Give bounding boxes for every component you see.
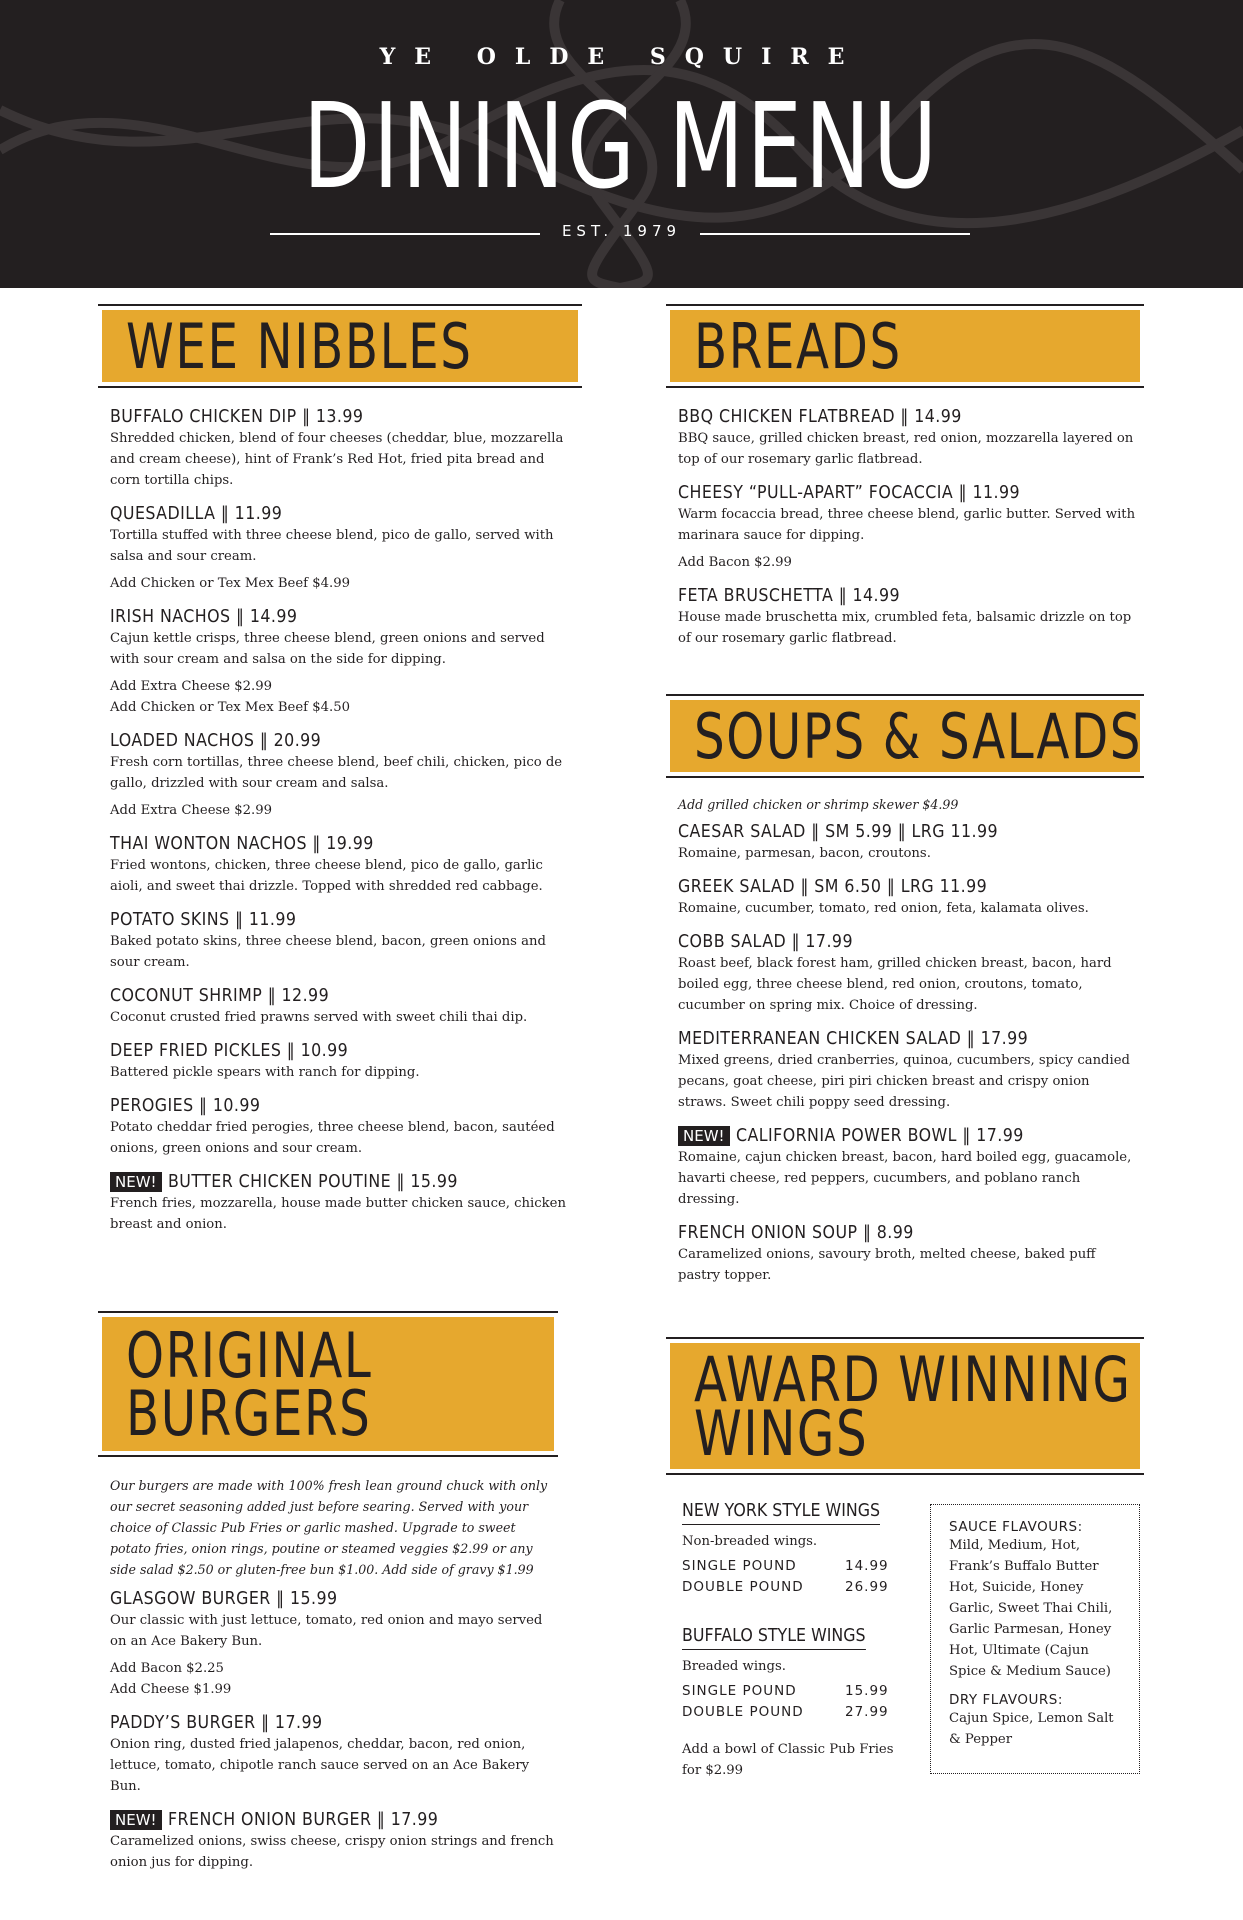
section-breads (666, 304, 1144, 661)
item-name: FETA BRUSCHETTA ‖ 14.99 (678, 585, 901, 606)
section-banner (98, 304, 582, 388)
item-name: PADDY’S BURGER ‖ 17.99 (110, 1712, 323, 1733)
item-description: Mixed greens, dried cranberries, quinoa, cucumbers, spicy candied pecans, goat cheese, piri piri chicken breast and crispy onion straws. Sweet chili poppy seed dressing. (678, 1053, 1130, 1110)
item-description: Tortilla stuffed with three cheese blend, pico de gallo, served with salsa and sour cream. (110, 528, 554, 564)
section-title-line1: AWARD WINNING (694, 1343, 1132, 1416)
item-description: Fried wontons, chicken, three cheese blend, pico de gallo, garlic aioli, and sweet thai drizzle. Topped with shredded red cabbage. (110, 858, 543, 894)
menu-item (110, 606, 578, 718)
item-description: Potato cheddar fried perogies, three cheese blend, bacon, sautéed onions, green onions and sour cream. (110, 1120, 555, 1156)
item-addon: Add Chicken or Tex Mex Beef $4.50 (110, 700, 350, 715)
item-name: POTATO SKINS ‖ 11.99 (110, 909, 297, 930)
section-title-line1: ORIGINAL (126, 1319, 373, 1392)
item-addon: Add Bacon $2.25 (110, 1661, 224, 1676)
menu-item (110, 833, 578, 897)
item-description: Fresh corn tortillas, three cheese blend, beef chili, chicken, pico de gallo, drizzled with sour cream and salsa. (110, 755, 563, 791)
price-row: DOUBLE POUND 27.99 (682, 1704, 889, 1720)
item-name: CAESAR SALAD ‖ SM 5.99 ‖ LRG 11.99 (678, 821, 998, 842)
wings-ny (682, 1500, 902, 1600)
price-row: SINGLE POUND 15.99 (682, 1683, 889, 1699)
item-description: Romaine, cucumber, tomato, red onion, feta, kalamata olives. (678, 901, 1089, 916)
section-banner (666, 694, 1144, 778)
section-banner (98, 1311, 558, 1457)
item-description: Caramelized onions, swiss cheese, crispy onion strings and french onion jus for dipping. (110, 1834, 554, 1870)
wings-style-title: BUFFALO STYLE WINGS (682, 1625, 866, 1650)
restaurant-name: YE OLDE SQUIRE (379, 44, 864, 70)
menu-item (678, 1222, 1140, 1286)
flavours-box (930, 1504, 1140, 1774)
price-row: DOUBLE POUND 26.99 (682, 1579, 889, 1595)
item-name: COBB SALAD ‖ 17.99 (678, 931, 853, 952)
section-title-line2: WINGS (694, 1397, 869, 1470)
item-addon: Add Extra Cheese $2.99 (110, 803, 273, 818)
section-note: Our burgers are made with 100% fresh lean ground chuck with only our secret seasoning added just before searing. Served with your choice of Classic Pub Fries or garlic mashed. Upgrade to sweet potato fries, onion rings, poutine or steamed veggies $2.99 or any side salad $2.50 or gluten-free bun $1.00. Add side of gravy $1.99 (110, 1478, 548, 1577)
item-description: House made bruschetta mix, crumbled feta, balsamic drizzle on top of our rosemary garlic flatbread. (678, 610, 1132, 646)
item-name: GREEK SALAD ‖ SM 6.50 ‖ LRG 11.99 (678, 876, 988, 897)
item-name: MEDITERRANEAN CHICKEN SALAD ‖ 17.99 (678, 1028, 1029, 1049)
item-description: Onion ring, dusted fried jalapenos, cheddar, bacon, red onion, lettuce, tomato, chipotle ranch sauce served on an Ace Bakery Bun. (110, 1737, 530, 1794)
item-name: CALIFORNIA POWER BOWL ‖ 17.99 (735, 1125, 1024, 1146)
item-addon: Add Cheese $1.99 (110, 1682, 232, 1697)
menu-header (0, 0, 1243, 288)
item-addon: Add Bacon $2.99 (678, 555, 792, 570)
item-name: COCONUT SHRIMP ‖ 12.99 (110, 985, 330, 1006)
new-badge: NEW! (110, 1172, 162, 1192)
divider-right (700, 233, 970, 235)
menu-item (678, 482, 1140, 573)
menu-item (110, 1809, 554, 1873)
item-name: PEROGIES ‖ 10.99 (110, 1095, 261, 1116)
menu-item (678, 876, 1140, 919)
menu-item (678, 931, 1140, 1016)
item-description: Cajun kettle crisps, three cheese blend, green onions and served with sour cream and salsa on the side for dipping. (110, 631, 545, 667)
item-description: Coconut crusted fried prawns served with sweet chili thai dip. (110, 1010, 528, 1025)
new-badge: NEW! (678, 1126, 730, 1146)
section-title: BREADS (694, 310, 902, 383)
item-name: FRENCH ONION SOUP ‖ 8.99 (678, 1222, 914, 1243)
wings-style-desc: Breaded wings. (682, 1659, 786, 1674)
menu-item (678, 1125, 1140, 1210)
item-name: QUESADILLA ‖ 11.99 (110, 503, 283, 524)
section-title-line2: BURGERS (126, 1377, 372, 1450)
item-name: IRISH NACHOS ‖ 14.99 (110, 606, 298, 627)
menu-item (678, 1028, 1140, 1113)
item-description: French fries, mozzarella, house made butter chicken sauce, chicken breast and onion. (110, 1196, 566, 1232)
dry-heading: DRY FLAVOURS: (949, 1692, 1063, 1708)
section-title: WEE NIBBLES (126, 310, 473, 383)
page-title: DINING MENU (302, 77, 941, 215)
section-note: Add grilled chicken or shrimp skewer $4.99 (678, 797, 959, 812)
wings-style-title: NEW YORK STYLE WINGS (682, 1500, 880, 1525)
menu-item (678, 406, 1140, 470)
new-badge: NEW! (110, 1810, 162, 1830)
item-description: Caramelized onions, savoury broth, melted cheese, baked puff pastry topper. (678, 1247, 1096, 1283)
item-list (666, 821, 1144, 1286)
item-name: DEEP FRIED PICKLES ‖ 10.99 (110, 1040, 349, 1061)
section-wee-nibbles (98, 304, 582, 1247)
menu-item (110, 1712, 554, 1797)
item-name: CHEESY “PULL-APART” FOCACCIA ‖ 11.99 (678, 482, 1021, 503)
menu-item (110, 730, 578, 821)
menu-item (110, 503, 578, 594)
item-description: Baked potato skins, three cheese blend, bacon, green onions and sour cream. (110, 934, 546, 970)
sauce-list: Mild, Medium, Hot, Frank’s Buffalo Butter Hot, Suicide, Honey Garlic, Sweet Thai Chili, Garlic Parmesan, Honey Hot, Ultimate (Cajun Spice & Medium Sauce) (949, 1538, 1113, 1679)
section-banner (666, 304, 1144, 388)
item-description: Shredded chicken, blend of four cheeses (cheddar, blue, mozzarella and cream cheese), hint of Frank’s Red Hot, fried pita bread and corn tortilla chips. (110, 431, 564, 488)
item-name: GLASGOW BURGER ‖ 15.99 (110, 1588, 338, 1609)
menu-item (110, 1171, 578, 1235)
menu-item (110, 1040, 578, 1083)
menu-item (678, 821, 1140, 864)
item-description: Romaine, parmesan, bacon, croutons. (678, 846, 931, 861)
item-description: Romaine, cajun chicken breast, bacon, hard boiled egg, guacamole, havarti cheese, red peppers, cucumbers, and poblano ranch dressing. (678, 1150, 1132, 1207)
item-addon: Add Chicken or Tex Mex Beef $4.99 (110, 576, 350, 591)
section-wings (666, 1337, 1144, 1475)
item-description: BBQ sauce, grilled chicken breast, red onion, mozzarella layered on top of our rosemary garlic flatbread. (678, 431, 1134, 467)
item-name: FRENCH ONION BURGER ‖ 17.99 (167, 1809, 438, 1830)
menu-item (110, 1095, 578, 1159)
menu-item (110, 406, 578, 491)
item-description: Battered pickle spears with ranch for dipping. (110, 1065, 420, 1080)
sauce-heading: SAUCE FLAVOURS: (949, 1519, 1083, 1535)
item-addon: Add Extra Cheese $2.99 (110, 679, 273, 694)
fries-addon: Add a bowl of Classic Pub Fries for $2.99 (682, 1742, 894, 1778)
item-name: BUFFALO CHICKEN DIP ‖ 13.99 (110, 406, 364, 427)
section-burgers (98, 1311, 558, 1885)
established-year: EST. 1979 (561, 222, 682, 240)
section-soups-salads (666, 694, 1144, 1298)
menu-item (110, 985, 578, 1028)
price-row: SINGLE POUND 14.99 (682, 1558, 889, 1574)
dry-list: Cajun Spice, Lemon Salt & Pepper (949, 1711, 1114, 1747)
item-list (98, 1588, 558, 1873)
item-description: Our classic with just lettuce, tomato, red onion and mayo served on an Ace Bakery Bun. (110, 1613, 543, 1649)
wings-style-desc: Non-breaded wings. (682, 1534, 818, 1549)
item-list (666, 406, 1144, 649)
item-list (98, 406, 582, 1235)
wings-buffalo (682, 1625, 902, 1781)
section-title: SOUPS & SALADS (694, 700, 1143, 773)
menu-item (678, 585, 1140, 649)
item-name: BBQ CHICKEN FLATBREAD ‖ 14.99 (678, 406, 962, 427)
menu-item (110, 909, 578, 973)
item-name: THAI WONTON NACHOS ‖ 19.99 (110, 833, 374, 854)
item-description: Roast beef, black forest ham, grilled chicken breast, bacon, hard boiled egg, three cheese blend, red onion, croutons, tomato, cucumber on spring mix. Choice of dressing. (678, 956, 1112, 1013)
menu-item (110, 1588, 554, 1700)
item-name: BUTTER CHICKEN POUTINE ‖ 15.99 (167, 1171, 458, 1192)
item-name: LOADED NACHOS ‖ 20.99 (110, 730, 322, 751)
section-banner (666, 1337, 1144, 1475)
item-description: Warm focaccia bread, three cheese blend, garlic butter. Served with marinara sauce for dipping. (678, 507, 1136, 543)
